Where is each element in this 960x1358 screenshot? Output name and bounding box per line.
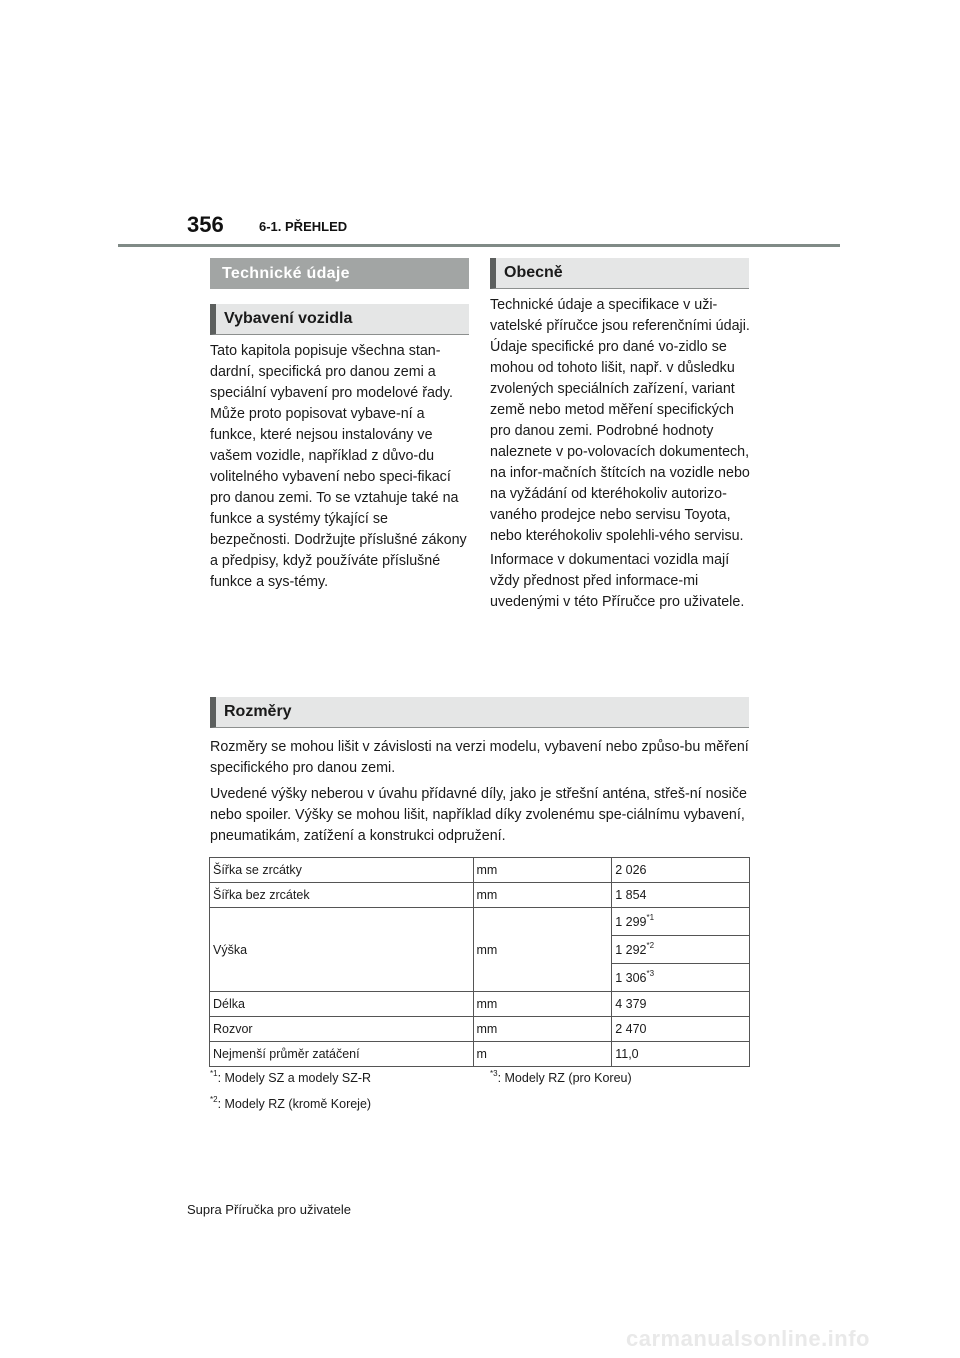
footnote-2: $^{*2}$: Modely RZ (kromě Koreje) (210, 1095, 372, 1111)
main-heading-technical-data: Technické údaje (210, 258, 469, 289)
table-row (210, 858, 750, 883)
row-value: 2 470 (612, 1017, 750, 1042)
row-value: 1 299$^{*1}$ (612, 908, 750, 936)
heading-vehicle-equipment: Vybavení vozidla (210, 304, 469, 335)
footnote-3: $^{*3}$: Modely RZ (pro Koreu) (490, 1069, 632, 1085)
footnote-mark: *2 (646, 940, 655, 950)
footnote-mark: *1 (646, 912, 655, 922)
row-unit: mm (473, 908, 612, 992)
paragraph: Uvedené výšky neberou v úvahu přídavné díly, jako je střešní anténa, střeš-ní nosiče nebo spoiler. Výšky se mohou lišit, například díky zvolenému spe-ciálnímu vybavení, pneumatikám, zatížení a konstrukci odpružení. (210, 786, 747, 844)
paragraph: Informace v dokumentaci vozidla mají vždy přednost před informace-mi uvedenými v této Příručce pro uživatele. (490, 552, 745, 610)
row-unit: mm (473, 883, 612, 908)
paragraph: Tato kapitola popisuje všechna stan-dardní, specifická pro danou zemi a speciální vybavení pro modelové řady. Může proto popisovat vybave-ní a funkce, které nejsou instalovány ve vašem vozidle, například z důvo-du volitelného vybavení nebo speci-fikací pro danou zemi. To se vztahuje také na funkce a systémy týkající se bezpečnosti. Dodržujte příslušné zákony a předpisy, když používáte příslušné funkce a sys-témy. (210, 343, 467, 590)
paragraph: Technické údaje a specifikace v uži-vatelské příručce jsou referenčními údaji. Údaje specifické pro dané vo-zidlo se mohou od tohoto lišit, např. v důsledku zvolených speciálních zařízení, variant země nebo metod měření specifických pro danou zemi. Podrobné hodnoty naleznete v po-volovacích dokumentech, na infor-mačních štítcích na vozidle nebo na vyžádání od kteréhokoliv autorizo-vaného prodejce nebo servisu Toyota, nebo kteréhokoliv spolehli-vého servisu. (490, 297, 750, 544)
footnote-1: $^{*1}$: Modely SZ a modely SZ-R (210, 1069, 372, 1085)
general-text (490, 295, 754, 616)
header-divider (118, 244, 840, 247)
row-value: 1 306$^{*3}$ (612, 964, 750, 992)
heading-dimensions: Rozměry (210, 697, 749, 728)
heading-general: Obecně (490, 258, 749, 289)
footer-manual-title: Supra Příručka pro uživatele (187, 1202, 352, 1217)
section-title: 6-1. PŘEHLED (259, 219, 348, 234)
footnote-mark: *3 (646, 968, 655, 978)
dimensions-text (210, 737, 752, 852)
paragraph: Rozměry se mohou lišit v závislosti na verzi modelu, vybavení nebo způso-bu měření specifického pro danou zemi. (210, 739, 749, 776)
row-value: 11,0 (612, 1042, 750, 1067)
row-label: Délka (210, 992, 474, 1017)
row-unit: m (473, 1042, 612, 1067)
table-row (210, 1017, 750, 1042)
row-unit: mm (473, 858, 612, 883)
table-row (210, 883, 750, 908)
vehicle-equipment-text (210, 341, 472, 596)
row-value: 4 379 (612, 992, 750, 1017)
row-value: 1 854 (612, 883, 750, 908)
row-value: 1 292$^{*2}$ (612, 936, 750, 964)
row-unit: mm (473, 992, 612, 1017)
row-label: Šířka se zrcátky (210, 858, 474, 883)
row-value: 2 026 (612, 858, 750, 883)
page-number: 356 (187, 212, 224, 237)
watermark: carmanualsonline.info (626, 1326, 870, 1351)
row-unit: mm (473, 1017, 612, 1042)
row-label: Šířka bez zrcátek (210, 883, 474, 908)
table-row (210, 1042, 750, 1067)
table-row (210, 908, 750, 936)
row-label: Nejmenší průměr zatáčení (210, 1042, 474, 1067)
row-label: Výška (210, 908, 474, 992)
row-label: Rozvor (210, 1017, 474, 1042)
table-row (210, 992, 750, 1017)
dimensions-table (209, 857, 750, 1067)
